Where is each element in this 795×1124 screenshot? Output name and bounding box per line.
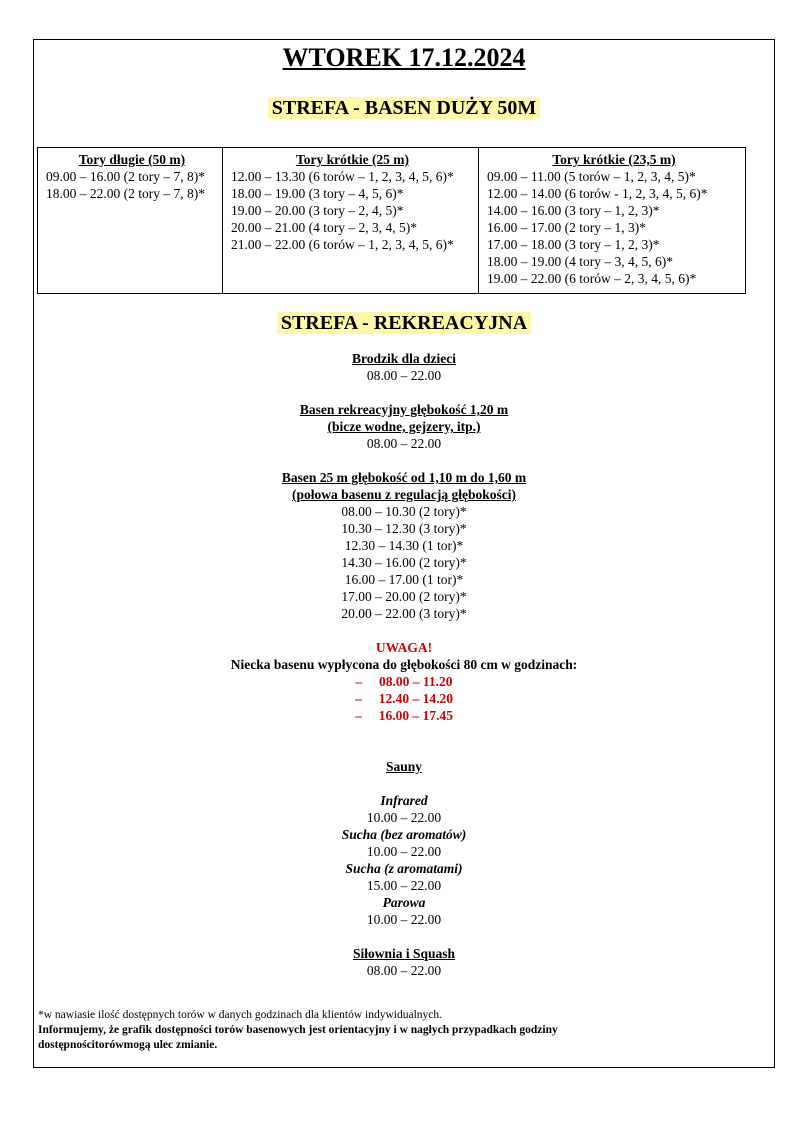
recreation-section — [34, 350, 774, 979]
pool25-row: 14.30 – 16.00 (2 tory)* — [341, 555, 467, 570]
footer-info-line2: dostępnościtorówmogą ulec zmianie. — [38, 1039, 218, 1051]
sauna-hours: 10.00 – 22.00 — [366, 844, 442, 859]
gym-heading: Siłownia i Squash — [352, 946, 456, 961]
lane-row: 21.00 – 22.00 (6 torów – 1, 2, 3, 4, 5, 6)* — [231, 237, 454, 252]
saunas-heading: Sauny — [385, 759, 423, 774]
pool25-row: 10.30 – 12.30 (3 tory)* — [341, 521, 467, 536]
page-title: WTOREK 17.12.2024 — [282, 43, 526, 72]
lanes-column-short-23-5 — [479, 148, 746, 294]
lane-row: 19.00 – 20.00 (3 tory – 2, 4, 5)* — [231, 203, 404, 218]
lanes-column-short-25 — [223, 148, 479, 294]
pool25-subheading: (połowa basenu z regulacją głębokości) — [291, 487, 516, 502]
lane-row: 16.00 – 17.00 (2 tory – 1, 3)* — [487, 220, 646, 235]
lanes-table — [37, 147, 746, 294]
lane-row: 19.00 – 22.00 (6 torów – 2, 3, 4, 5, 6)* — [487, 271, 697, 286]
lane-row: 18.00 – 22.00 (2 tory – 7, 8)* — [46, 186, 205, 201]
sauna-hours: 10.00 – 22.00 — [366, 912, 442, 927]
kids-pool-hours: 08.00 – 22.00 — [366, 368, 442, 383]
lane-row: 09.00 – 11.00 (5 torów – 1, 2, 3, 4, 5)* — [487, 169, 696, 184]
footer-info-line1: Informujemy, że grafik dostępności torów basenowych jest orientacyjny i w nagłych przypadkach godziny — [38, 1024, 558, 1036]
lane-row: 12.00 – 13.30 (6 torów – 1, 2, 3, 4, 5, 6)* — [231, 169, 454, 184]
lane-row: 12.00 – 14.00 (6 torów - 1, 2, 3, 4, 5, 6)* — [487, 186, 708, 201]
sauna-hours: 15.00 – 22.00 — [366, 878, 442, 893]
pool25-row: 20.00 – 22.00 (3 tory)* — [341, 606, 467, 621]
column-heading: Tory krótkie (25 m) — [295, 152, 410, 167]
schedule-frame — [33, 39, 775, 1068]
column-heading: Tory długie (50 m) — [78, 152, 186, 167]
lane-row: 14.00 – 16.00 (3 tory – 1, 2, 3)* — [487, 203, 660, 218]
lane-row: 20.00 – 21.00 (4 tory – 2, 3, 4, 5)* — [231, 220, 417, 235]
sauna-name: Sucha (bez aromatów) — [341, 827, 467, 842]
sauna-hours: 10.00 – 22.00 — [366, 810, 442, 825]
rec-pool-heading: Basen rekreacyjny głębokość 1,20 m — [299, 402, 509, 417]
lane-row: 18.00 – 19.00 (3 tory – 4, 5, 6)* — [231, 186, 404, 201]
lane-row: 18.00 – 19.00 (4 tory – 3, 4, 5, 6)* — [487, 254, 673, 269]
rec-pool-subheading: (bicze wodne, gejzery, itp.) — [327, 419, 481, 434]
lane-row: 09.00 – 16.00 (2 tory – 7, 8)* — [46, 169, 205, 184]
rec-pool-hours: 08.00 – 22.00 — [366, 436, 442, 451]
pool25-row: 16.00 – 17.00 (1 tor)* — [344, 572, 464, 587]
kids-pool-heading: Brodzik dla dzieci — [351, 351, 456, 366]
pool25-row: 17.00 – 20.00 (2 tory)* — [341, 589, 467, 604]
pool25-row: 12.30 – 14.30 (1 tor)* — [344, 538, 464, 553]
pool25-row: 08.00 – 10.30 (2 tory)* — [341, 504, 467, 519]
warning-title: UWAGA! — [375, 640, 433, 655]
sauna-name: Infrared — [380, 793, 428, 808]
warning-text: Niecka basenu wypłycona do głębokości 80 cm w godzinach: — [230, 657, 578, 672]
footer — [38, 1008, 558, 1053]
gym-hours: 08.00 – 22.00 — [366, 963, 442, 978]
pool25-heading: Basen 25 m głębokość od 1,10 m do 1,60 m — [281, 470, 527, 485]
warning-time: – 16.00 – 17.45 — [355, 708, 453, 723]
zone-big-pool-heading — [34, 97, 774, 120]
lane-row: 17.00 – 18.00 (3 tory – 1, 2, 3)* — [487, 237, 660, 252]
zone-big-pool-title: STREFA - BASEN DUŻY 50M — [268, 97, 540, 119]
sauna-name: Parowa — [382, 895, 426, 910]
zone-recreation-heading — [34, 312, 774, 335]
sauna-name: Sucha (z aromatami) — [345, 861, 463, 876]
column-heading: Tory krótkie (23,5 m) — [552, 152, 676, 167]
zone-recreation-title: STREFA - REKREACYJNA — [277, 312, 531, 334]
lanes-column-long — [38, 148, 223, 294]
warning-time: – 12.40 – 14.20 — [355, 691, 453, 706]
warning-time: – 08.00 – 11.20 — [355, 674, 453, 689]
footer-note: *w nawiasie ilość dostępnych torów w danych godzinach dla klientów indywidualnych. — [38, 1009, 443, 1021]
